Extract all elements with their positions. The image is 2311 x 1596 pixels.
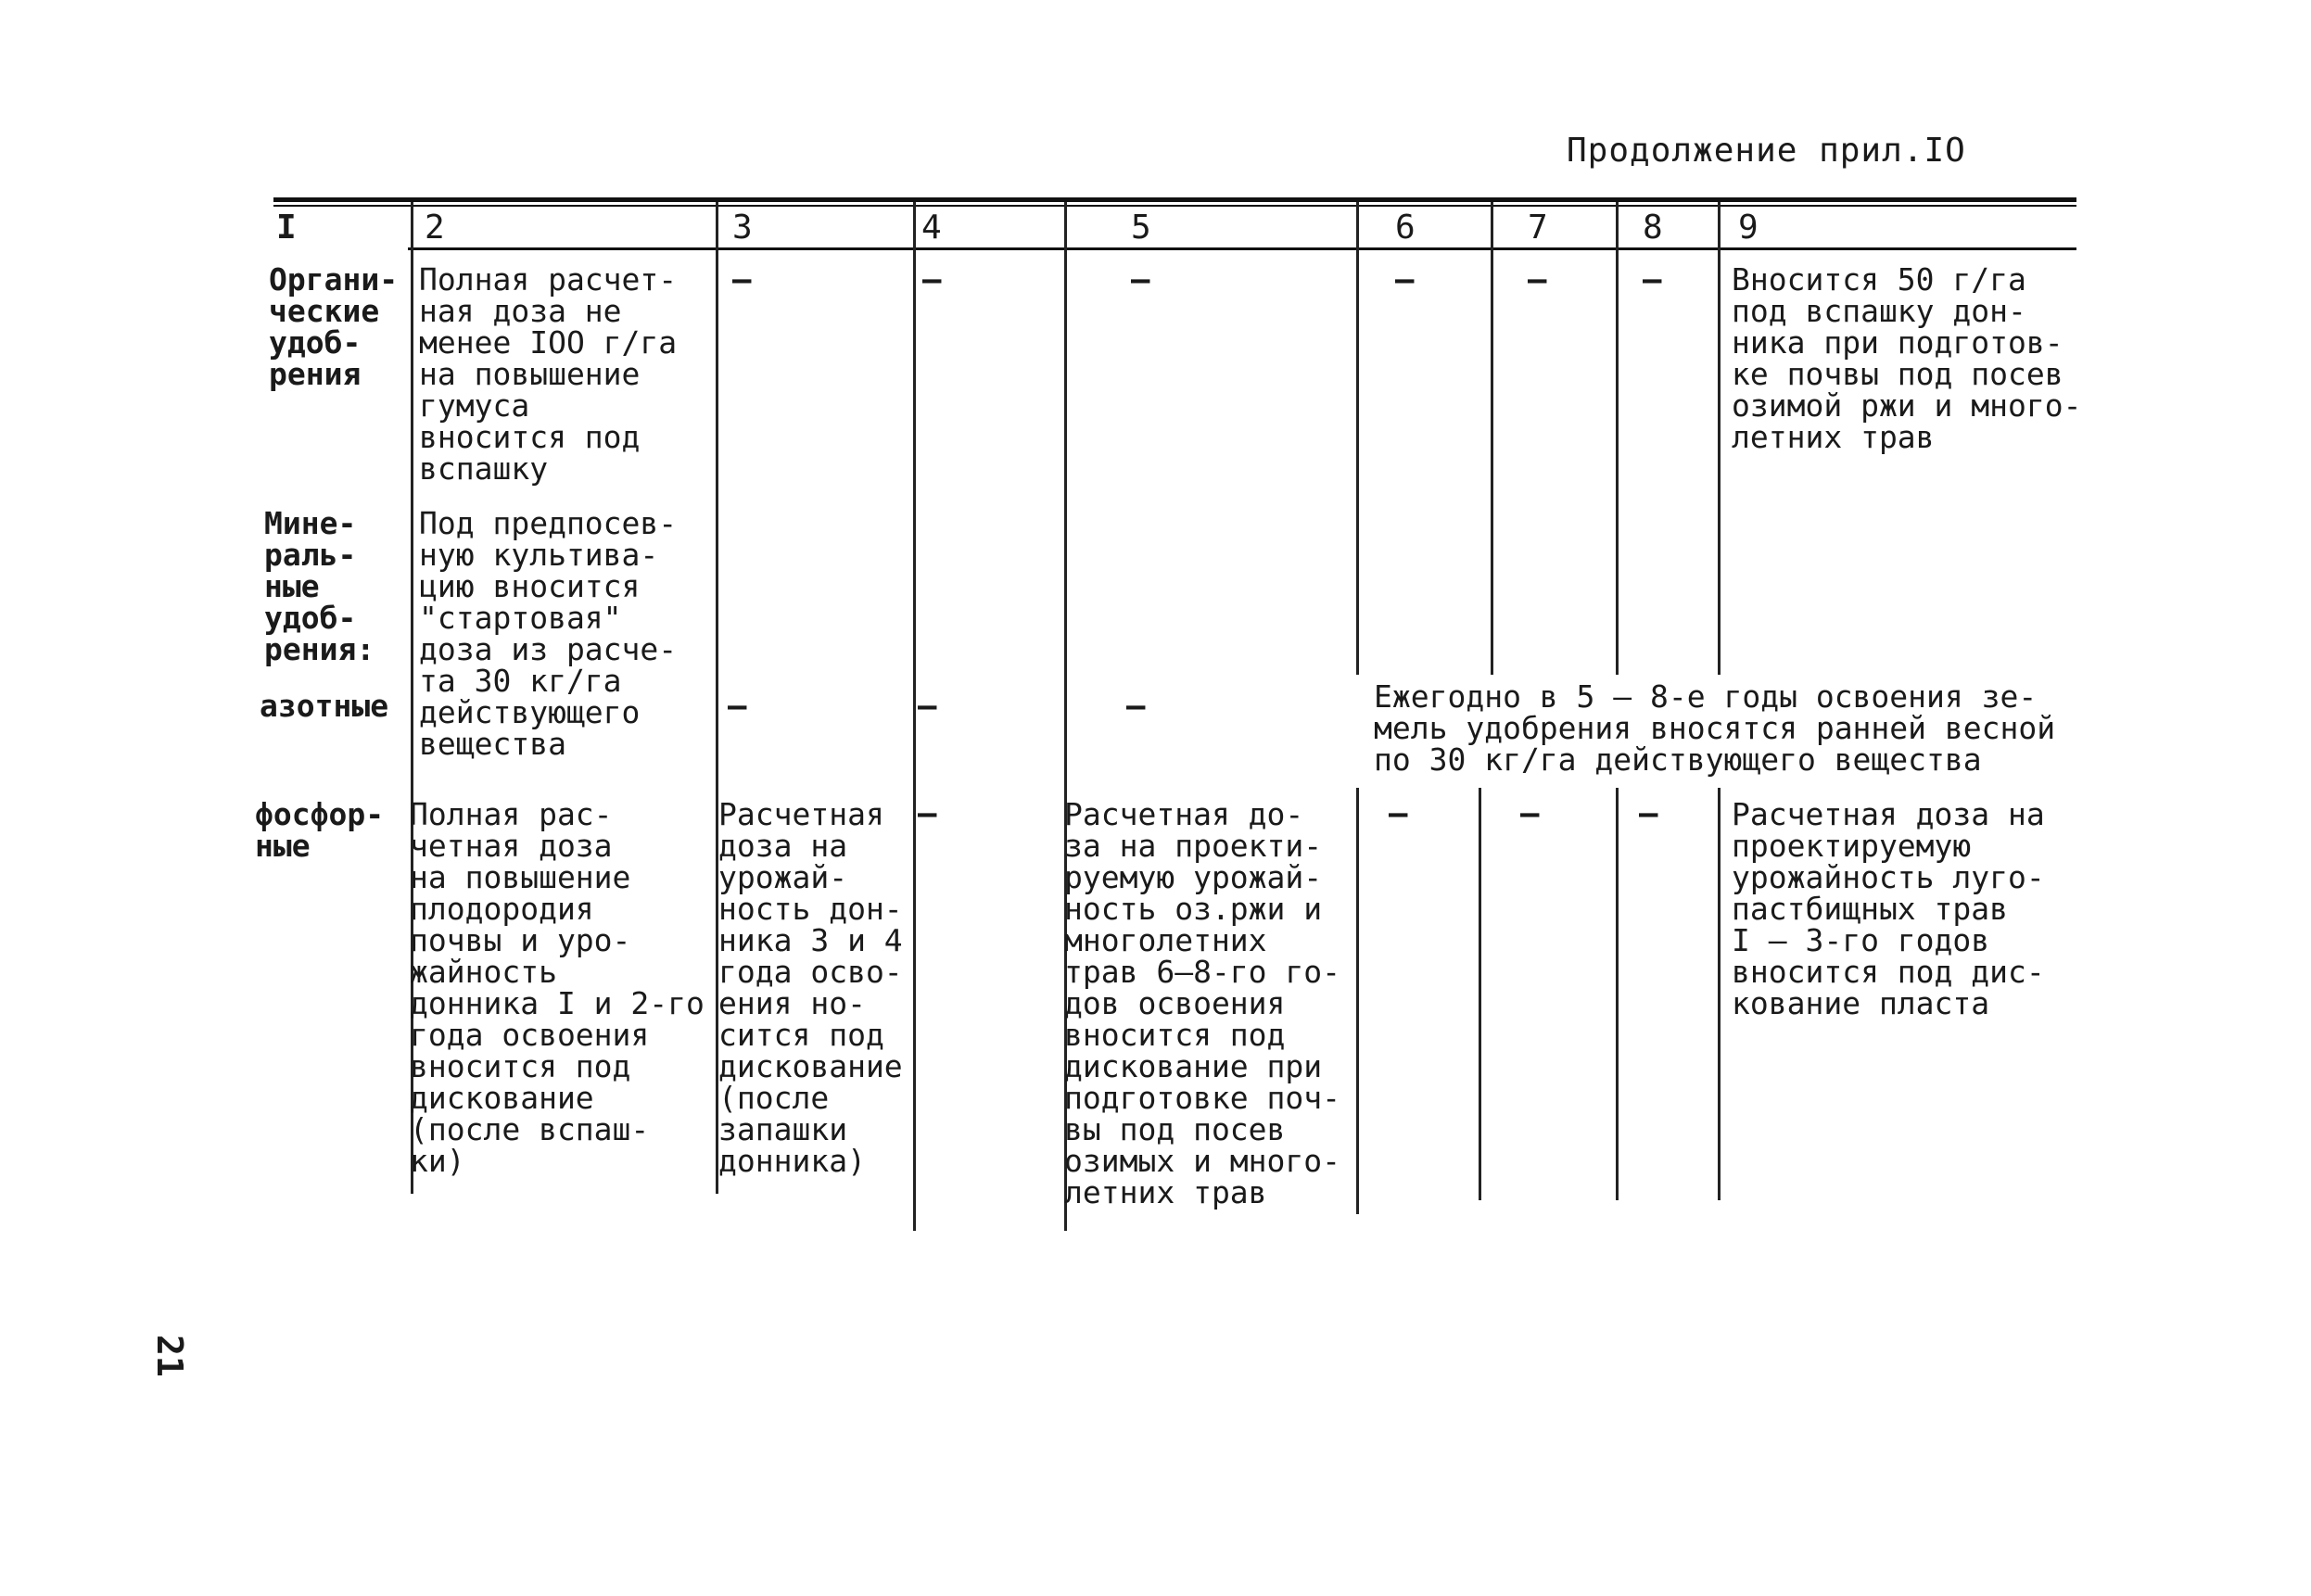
phosphorus-col4: –: [918, 795, 937, 832]
row-label-nitrogen: азотные: [260, 688, 389, 724]
organic-col7: –: [1528, 261, 1547, 298]
column-divider: [1616, 788, 1619, 1200]
phosphorus-col6: –: [1389, 795, 1408, 832]
table-top-rule: [273, 197, 2076, 202]
nitrogen-col4: –: [918, 688, 937, 725]
row-label-phosphorus: фосфор- ные: [255, 796, 385, 864]
row-label-organic: Органи- ческие удоб- рения: [269, 261, 399, 392]
phosphorus-col5: Расчетная до- за на проекти- руемую урожай- ность оз.ржи и многолетних трав 6–8-го го- дов освоения вносится под дискование при подготовке поч- вы под посев озимых и много- летних трав: [1064, 796, 1341, 1210]
phosphorus-col8: –: [1639, 795, 1658, 832]
organic-col9: Вносится 50 г/га под вспашку дон- ника при подготов- ке почвы под посев озимой ржи и много- летних трав: [1732, 261, 2082, 455]
organic-col5: –: [1131, 261, 1150, 298]
column-divider: [1491, 202, 1493, 675]
organic-col3: –: [732, 261, 752, 298]
nitrogen-col6-9: Ежегодно в 5 – 8-е годы освоения зе- мель удобрения вносятся ранней весной по 30 кг/га действующего вещества: [1374, 678, 2056, 778]
header-underline: [408, 247, 2076, 250]
column-header-7: 7: [1528, 209, 1548, 247]
nitrogen-col5: –: [1126, 688, 1146, 725]
column-header-2: 2: [425, 209, 445, 247]
continuation-note: Продолжение прил.IO: [1567, 132, 1966, 170]
phosphorus-col3: Расчетная доза на урожай- ность дон- ника 3 и 4 года осво- ения но- сится под дискование (после запашки донника): [718, 796, 903, 1179]
column-header-1: I: [276, 209, 297, 247]
phosphorus-col9: Расчетная доза на проектируемую урожайность луго- пастбищных трав I – 3-го годов вносится под дис- кование пласта: [1732, 796, 2045, 1021]
organic-col8: –: [1643, 261, 1662, 298]
organic-col6: –: [1395, 261, 1415, 298]
phosphorus-col2: Полная рас- четная доза на повышение плодородия почвы и уро- жайность донника I и 2-го года освоения вносится под дискование (после вспаш- ки): [410, 796, 705, 1179]
column-header-4: 4: [921, 209, 942, 247]
column-divider: [1616, 202, 1619, 675]
row-label-mineral: Мине- раль- ные удоб- рения:: [264, 505, 375, 667]
nitrogen-col3: –: [728, 688, 747, 725]
column-divider: [913, 202, 916, 1231]
column-header-8: 8: [1643, 209, 1663, 247]
column-header-6: 6: [1395, 209, 1416, 247]
column-divider: [1479, 788, 1481, 1200]
column-divider: [1718, 202, 1721, 675]
table-top-rule-thin: [273, 205, 2076, 207]
organic-col2: Полная расчет- ная доза не менее IOO г/га на повышение гумуса вносится под вспашку: [419, 261, 678, 487]
mineral-col2: Под предпосев- ную культива- цию вносится "стартовая" доза из расче- та 30 кг/га действующего вещества: [419, 505, 678, 762]
page-number: 21: [149, 1335, 190, 1377]
column-header-5: 5: [1131, 209, 1151, 247]
column-divider: [1356, 788, 1359, 1214]
organic-col4: –: [922, 261, 942, 298]
phosphorus-col7: –: [1520, 795, 1540, 832]
column-header-3: 3: [732, 209, 753, 247]
column-header-9: 9: [1738, 209, 1759, 247]
column-divider: [1356, 202, 1359, 675]
column-divider: [1718, 788, 1721, 1200]
